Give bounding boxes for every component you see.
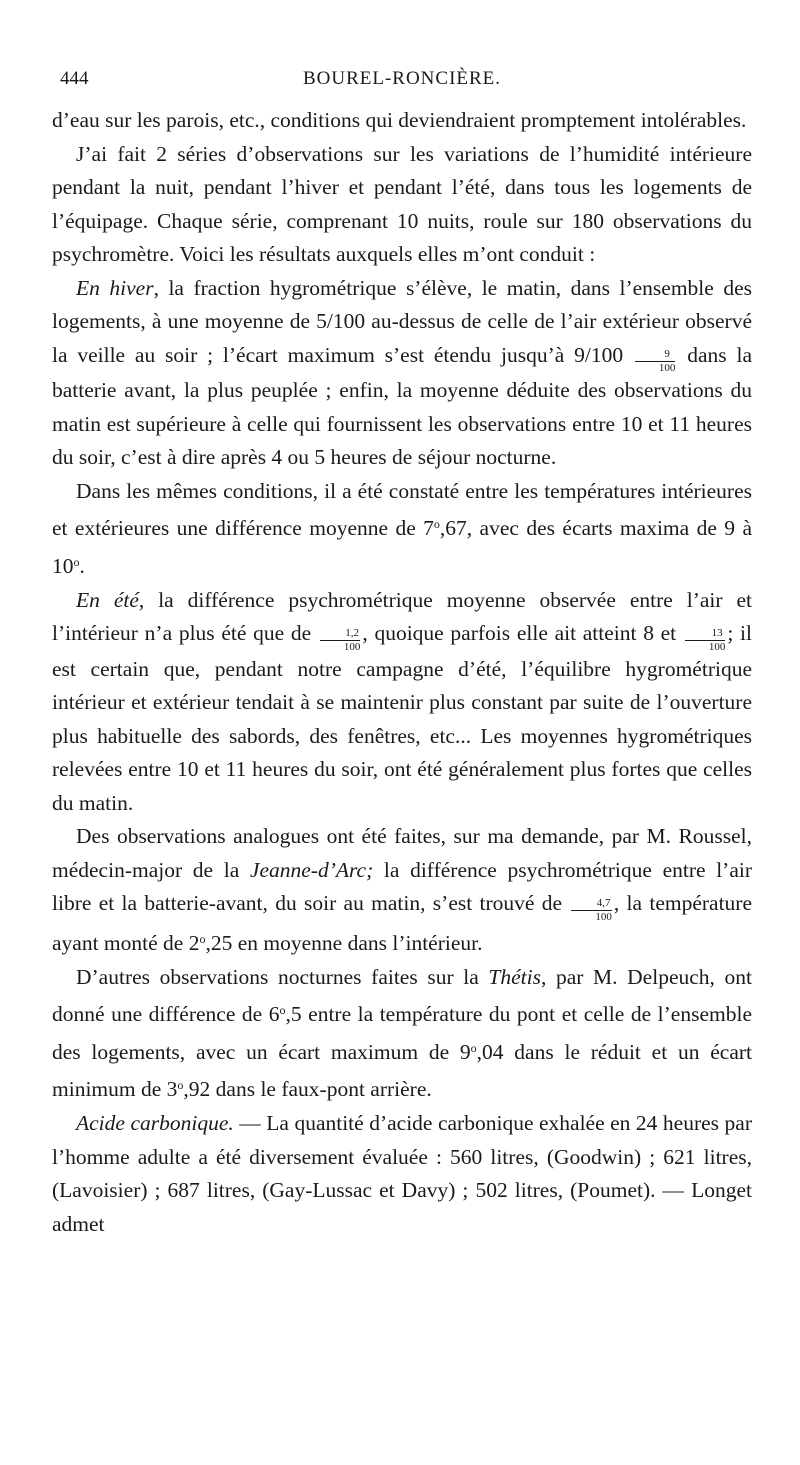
paragraph-text: , la différence psychrométrique moyenne observée entre l’air et l’intérieur n’a plus été que de bbox=[52, 587, 752, 646]
paragraph-text: . bbox=[79, 554, 85, 579]
fraction-denominator: 100 bbox=[708, 640, 726, 653]
running-title: BOUREL-RONCIÈRE. bbox=[302, 68, 502, 89]
fraction bbox=[635, 349, 676, 374]
paragraph-thetis bbox=[52, 961, 752, 1108]
paragraph-text: d’eau sur les parois, etc., conditions qui deviendraient promptement intolérables. bbox=[52, 108, 747, 132]
summer-heading: En été bbox=[76, 587, 139, 612]
fraction bbox=[571, 898, 612, 923]
paragraph-observations bbox=[52, 138, 752, 272]
paragraph-text: la différence psychrométrique entre l’air libre et la batterie-avant, du soir au matin, s’est trouvé de bbox=[52, 857, 753, 916]
paragraph-text: , quoique parfois elle ait atteint 8 et bbox=[362, 621, 677, 646]
paragraph-text: ,92 dans le faux-pont arrière. bbox=[183, 1077, 432, 1102]
paragraph-text: — La quantité d’acide carbonique exhalée en 24 heures par l’homme adulte a été diversement évaluée : 560 litres, (Goodwin) ; 621 litres, (Lavoisier) ; 687 litres, (Gay-Lussac et Davy) ; 502 litres, (Poumet). — Longet admet bbox=[52, 1111, 752, 1236]
paragraph-text: Dans les mêmes conditions, il a été constaté entre les températures intérieures et extérieures une différence moyenne de 7 bbox=[52, 478, 752, 541]
ship-name: Thétis bbox=[488, 964, 541, 989]
paragraph-summer bbox=[52, 584, 752, 821]
paragraph-text: ; il est certain que, pendant notre campagne d’été, l’équilibre hygrométrique intérieur et extérieur tendait à se maintenir plus constant par suite de l’ouverture plus habituelle des sabords, des fenêtres, etc... Les moyennes hygrométriques relevées entre 10 et 11 heures du soir, ont été généralement plus fortes que celles du matin. bbox=[52, 621, 752, 815]
degree-mark: o bbox=[199, 931, 206, 946]
paragraph-text: , la température ayant monté de 2 bbox=[52, 891, 753, 956]
page-number: 444 bbox=[60, 68, 89, 89]
degree-mark: o bbox=[279, 1003, 286, 1018]
paragraph-text: , la fraction hygrométrique s’élève, le matin, dans l’ensemble des logements, à une moyenne de 5/100 au-dessus de celle de l’air extérieur observé la veille au soir ; l’écart maximum s’est étendu jusqu’à 9/100 bbox=[52, 275, 752, 367]
paragraph-text: ,5 entre la température du pont et celle de l’ensemble des logements, avec un écart maximum de 9 bbox=[52, 1002, 752, 1064]
paragraph-winter bbox=[52, 272, 752, 475]
fraction-numerator: 9 bbox=[635, 349, 676, 362]
paragraph-text: D’autres observations nocturnes faites sur la bbox=[76, 964, 479, 989]
paragraph-carbonic-acid bbox=[52, 1107, 752, 1241]
paragraph-text: Des observations analogues ont été faites, sur ma demande, par M. Roussel, médecin-major de la bbox=[52, 824, 752, 882]
paragraph-temperatures bbox=[52, 475, 752, 584]
fraction-numerator: 4,7 bbox=[571, 898, 612, 911]
fraction-denominator: 100 bbox=[343, 640, 361, 653]
degree-mark: o bbox=[470, 1040, 477, 1055]
body-text bbox=[52, 104, 752, 1241]
degree-mark: o bbox=[433, 517, 440, 532]
paragraph-text: , par M. Delpeuch, ont donné une différence de 6 bbox=[52, 964, 753, 1027]
ship-name: Jeanne-d’Arc; bbox=[249, 857, 374, 882]
paragraph-text: ,25 en moyenne dans l’intérieur. bbox=[205, 931, 483, 956]
fraction bbox=[685, 628, 726, 653]
fraction-denominator: 100 bbox=[658, 362, 676, 375]
paragraph-text: ,67, avec des écarts maxima de 9 à 10 bbox=[52, 516, 752, 579]
fraction-denominator: 100 bbox=[595, 910, 612, 923]
paragraph-continuation bbox=[52, 104, 752, 138]
book-page bbox=[52, 64, 752, 1241]
paragraph-jeanne-darc bbox=[52, 820, 752, 960]
winter-heading: En hiver bbox=[76, 275, 154, 300]
fraction-numerator: 13 bbox=[685, 628, 726, 641]
degree-mark: o bbox=[73, 554, 80, 569]
paragraph-text: dans la batterie avant, la plus peuplée ; enfin, la moyenne déduite des observations du matin est supérieure à celle qui fournissent les observations entre 10 et 11 heures du soir, c’est à dire après 4 ou 5 heures de séjour nocturne. bbox=[52, 342, 752, 470]
fraction-numerator: 1,2 bbox=[320, 628, 361, 641]
paragraph-text: ,04 dans le réduit et un écart minimum de 3 bbox=[52, 1039, 752, 1102]
degree-mark: o bbox=[177, 1078, 184, 1093]
paragraph-text: J’ai fait 2 séries d’observations sur les variations de l’humidité intérieure pendant la nuit, pendant l’hiver et pendant l’été, dans tous les logements de l’équipage. Chaque série, comprenant 10 nuits, roule sur 180 observations du psychromètre. Voici les résultats auxquels elles m’ont conduit : bbox=[52, 141, 752, 266]
fraction bbox=[320, 628, 361, 653]
page-header bbox=[52, 64, 752, 94]
carbonic-acid-heading: Acide carbonique. bbox=[76, 1111, 234, 1136]
